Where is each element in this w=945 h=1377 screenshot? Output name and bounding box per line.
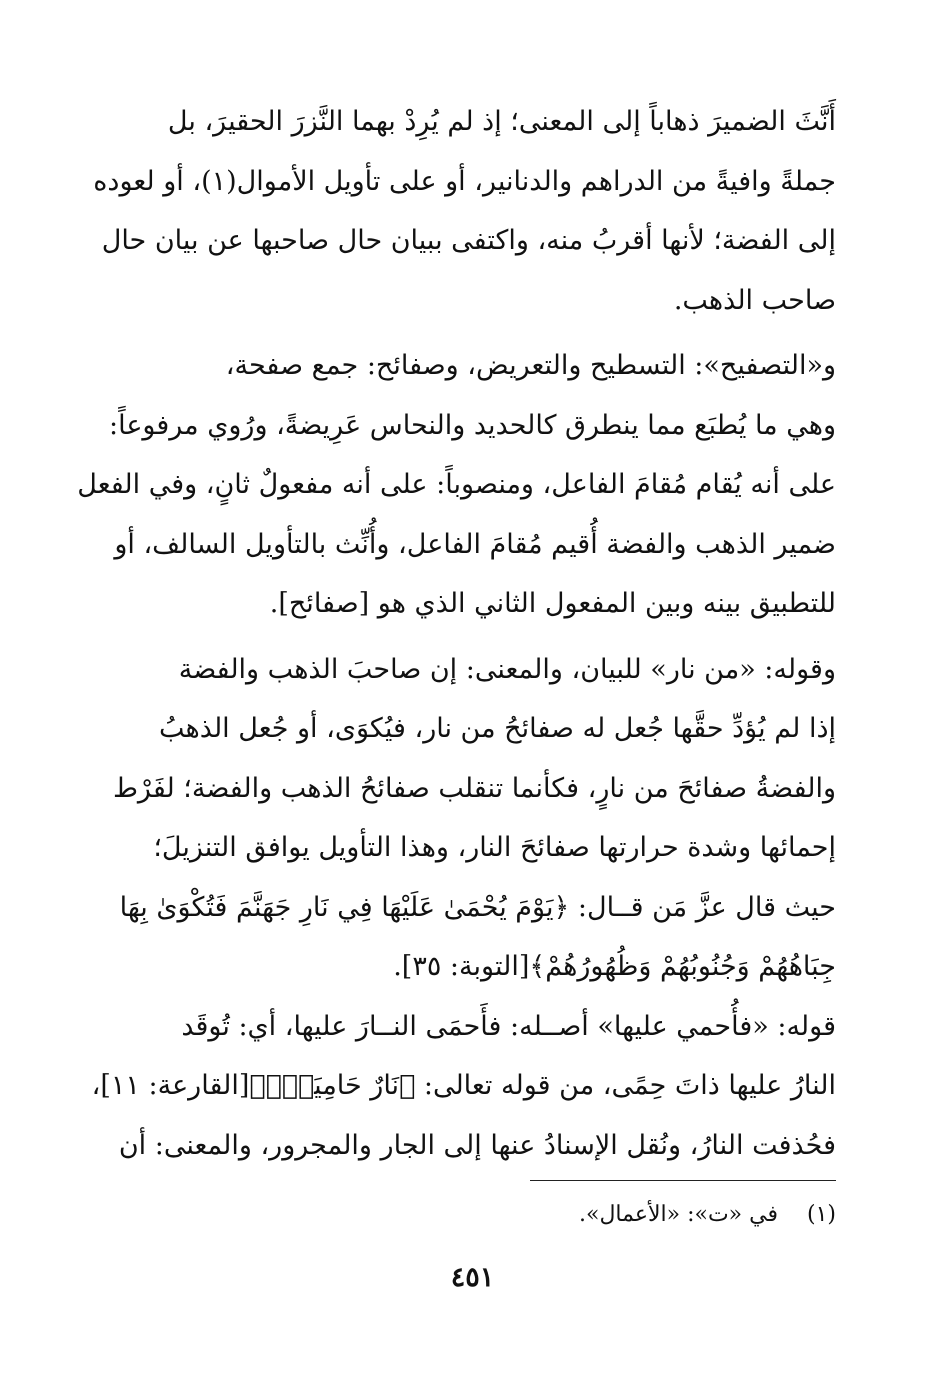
text-line: إذا لم يُؤدِّ حقَّها جُعل له صفائحُ من نار، فيُكوَى، أو جُعل الذهبُ (159, 713, 836, 744)
footnote-text: في «ت»: «الأعمال». (578, 1202, 778, 1227)
text-line: جملةً وافيةً من الدراهم والدنانير، أو على تأويل الأموال(١)، أو لعوده (93, 165, 836, 197)
page-number: ٤٥١ (450, 1262, 495, 1293)
text-line: حيث قال عزَّ مَن قــال: ﴿يَوْمَ يُحْمَىٰ عَلَيْهَا فِي نَارِ جَهَنَّمَ فَتُكْوَىٰ بِهَا (119, 891, 836, 923)
text-line: وهي ما يُطبَع مما ينطرق كالحديد والنحاس عَرِيضةً، ورُوي مرفوعاً: (109, 409, 836, 441)
text-line: صاحب الذهب. (673, 284, 836, 316)
text-line: للتطبيق بينه وبين المفعول الثاني الذي هو [صفائح]. (269, 588, 836, 619)
text-line: جِبَاهُهُمْ وَجُنُوبُهُمْ وَظُهُورُهُمْ﴾[التوبة: ٣٥]. (393, 951, 836, 982)
text-line: والفضةُ صفائحَ من نارٍ، فكأنما تنقلب صفائحُ الذهب والفضة؛ لفَرْط (112, 772, 836, 804)
text-line: ضمير الذهب والفضة أُقيم مُقامَ الفاعل، وأُنِّث بالتأويل السالف، أو (114, 528, 836, 560)
text-line: أَنَّثَ الضميرَ ذهاباً إلى المعنى؛ إذ لم يُرِدْ بهما النَّزرَ الحقيرَ، بل (167, 106, 836, 137)
footnote (400, 1195, 836, 1235)
text-line: و«التصفيح»: التسطيح والتعريض، وصفائح: جمع صفحة، (225, 350, 836, 381)
text-line: إلى الفضة؛ لأنها أقربُ منه، واكتفى ببيان حال صاحبها عن بيان حال (101, 225, 836, 256)
text-line: قوله: «فأُحمي عليها» أصــله: فأَحمَى النــارَ عليها، أي: تُوقَد (181, 1010, 836, 1042)
footnote-divider (530, 1180, 836, 1181)
text-line: إحمائها وشدة حرارتها صفائحَ النار، وهذا التأويل يوافق التنزيلَ؛ (153, 832, 836, 863)
footnote-number: (١) (806, 1202, 836, 1227)
text-line: على أنه يُقام مُقامَ الفاعل، ومنصوباً: على أنه مفعولٌ ثانٍ، وفي الفعل (77, 469, 836, 500)
text-line: وقوله: «من نار» للبيان، والمعنى: إن صاحبَ الذهب والفضة (178, 653, 836, 685)
text-line: فحُذفت النارُ، ونُقل الإسنادُ عنها إلى الجار والمجرور، والمعنى: أن (118, 1129, 836, 1161)
text-line: النارُ عليها ذاتَ حِمًى، من قوله تعالى: ﴿نَارٌ حَامِيَةٌۢ﴾[القارعة: ١١]، (91, 1070, 836, 1101)
main-text (77, 92, 836, 1175)
